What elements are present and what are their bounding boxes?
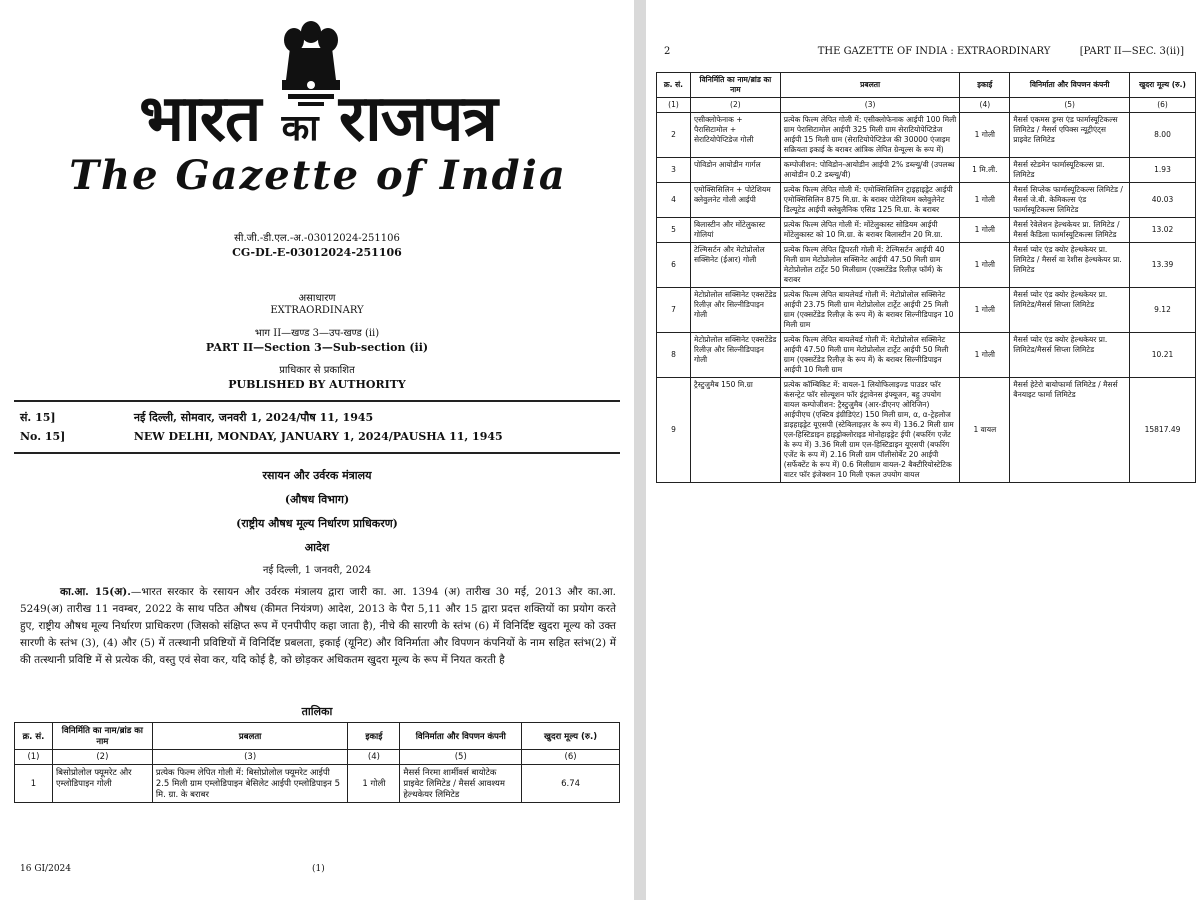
header-serial: क्र. सं. — [15, 723, 53, 750]
authority-english: PUBLISHED BY AUTHORITY — [228, 378, 406, 391]
cell-name: ट्रैस्टुजुमैब 150 मि.ग्रा — [690, 378, 780, 483]
cell-serial: 5 — [657, 218, 691, 243]
issue-number-english: No. 15] — [20, 430, 66, 443]
cell-name: पोविडोन आयोडीन गार्गल — [690, 158, 780, 183]
issue-date-english: NEW DELHI, MONDAY, JANUARY 1, 2024/PAUSHA 11, 1945 — [133, 430, 503, 443]
masthead-hindi-word-1: भारत — [139, 82, 261, 156]
page-2-number: 2 — [664, 46, 671, 57]
cell-serial: 3 — [657, 158, 691, 183]
header-unit: इकाई — [960, 73, 1010, 98]
dateline-hindi — [20, 410, 373, 425]
column-number: (2) — [690, 98, 780, 113]
header-name: विनिर्मिति का नाम/ब्रांड का नाम — [52, 723, 152, 750]
cell-company: मैसर्स प्योर एंड क्योर हेल्थकेयर प्रा. लिमिटेड/मैसर्स सिप्ला लिमिटेड — [1010, 288, 1130, 333]
column-number: (6) — [1130, 98, 1196, 113]
column-number: (3) — [780, 98, 960, 113]
cell-strength: प्रत्येक फिल्म लेपित बायलेयर्ड गोली में: मेटोप्रोलोल सक्सिनेट आईपी 47.50 मिली ग्राम मेटोप्रोलोल टार्ट्रेट आईपी 50 मिली ग्राम (एक्सटेंडेड रिलीज़ के रूप में) के बराबर सिल्नीडिपाइन आईपी 10 मिली ग्राम — [780, 333, 960, 378]
table-row — [657, 158, 1196, 183]
cell-price: 6.74 — [522, 765, 620, 803]
header-name: विनिर्मिति का नाम/ब्रांड का नाम — [690, 73, 780, 98]
order-body-text: —भारत सरकार के रसायन और उर्वरक मंत्रालय द्वारा जारी का. आ. 1394 (अ) तारीख 30 मई, 2013 और का.आ. 5249(अ) तारीख 11 नवम्बर, 2022 के साथ पठित औषध (कीमत नियंत्रण) आदेश, 2013 के पैरा 5,11 और 15 द्वारा प्रदत्त शक्तियों का प्रयोग करते हुए, राष्ट्रीय औषध मूल्य निर्धारण प्राधिकरण (जिसको संक्षिप्त रूप में एनपीपीए कहा जाता है), नीचे की सारणी के स्तंभ (6) में विनिर्दिष्ट खुदरा मूल्य को उक्त सारणी के स्तंभ (3), (4) और (5) में तत्स्थानी प्रविष्टियों में विनिर्दिष्ट प्रबलता, इकाई (यूनिट) और विनिर्माता और विपणन कंपनियों के नाम सहित स्तंभ(2) में की तत्स्थानी प्रविष्टि में से प्रत्येक की, वस्तु एवं सेवा कर, यदि कोई है, को छोड़कर अधिकतम खुदरा मूल्य के रूप में नियत करती है — [20, 586, 616, 666]
masthead-hindi-ka: का — [281, 108, 318, 149]
registration-number-hindi: सी.जी.-डी.एल.-अ.-03012024-251106 — [234, 233, 400, 244]
cell-company: मैसर्स एकमस ड्रग्स एंड फार्मास्यूटिकल्स लिमिटेड / मैसर्स एपिक्स न्यूट्रीएंट्स प्राइवेट लिमिटेड — [1010, 113, 1130, 158]
table-column-number-row — [657, 98, 1196, 113]
cell-unit: 1 मि.ली. — [960, 158, 1010, 183]
extraordinary-hindi: असाधारण — [298, 293, 336, 304]
order-title: आदेश — [304, 541, 330, 554]
part-section-english: PART II—Section 3—Sub-section (ii) — [205, 341, 429, 354]
cell-price: 13.39 — [1130, 243, 1196, 288]
authority-hindi: प्राधिकार से प्रकाशित — [279, 365, 355, 376]
masthead-hindi — [18, 72, 618, 159]
authority-body-name: (राष्ट्रीय औषध मूल्य निर्धारण प्राधिकरण) — [236, 517, 398, 530]
cell-company: मैसर्स सिप्लेक फार्मास्यूटिकल्स लिमिटेड / मैसर्स जे.बी. केमिकल्स एंड फार्मास्यूटिकल्स लिमिटेड — [1010, 183, 1130, 218]
cell-price: 13.02 — [1130, 218, 1196, 243]
cell-name: मेटोप्रोलोल सक्सिनेट एक्सटेंडेड रिलीज़ और सिल्नीडिपाइन गोली — [690, 288, 780, 333]
cell-company: मैसर्स रेवेलेशन हेल्थकेयर प्रा. लिमिटेड / मैसर्स कैडिला फार्मास्यूटिकल्स लिमिटेड — [1010, 218, 1130, 243]
cell-serial: 7 — [657, 288, 691, 333]
order-number: का.आ. 15(अ). — [60, 586, 131, 598]
issue-number-hindi: सं. 15] — [20, 411, 56, 424]
cell-unit: 1 गोली — [960, 333, 1010, 378]
header-price: खुदरा मूल्य (रु.) — [522, 723, 620, 750]
gazette-page-2 — [646, 0, 1200, 900]
table-row — [657, 333, 1196, 378]
header-company: विनिर्माता और विपणन कंपनी — [400, 723, 522, 750]
cell-strength: प्रत्येक फिल्म लेपित गोली में: एमोक्सिसिलिन ट्राइहाइड्रेट आईपी एमोक्सिसिलिन 875 मि.ग्रा. के बराबर पोटेशियम क्लेवुलेनेट डिल्यूटेड आईपी क्लेवुलैनिक एसिड 125 मि.ग्रा. के बराबर — [780, 183, 960, 218]
issue-date-hindi: नई दिल्ली, सोमवार, जनवरी 1, 2024/पौष 11, 1945 — [133, 411, 374, 424]
cell-name: एमोक्सिसिलिन + पोटेशियम क्लेवुलनेट गोली आईपी — [690, 183, 780, 218]
table-row — [657, 218, 1196, 243]
cell-unit: 1 गोली — [348, 765, 400, 803]
table-row — [657, 183, 1196, 218]
cell-unit: 1 गोली — [960, 218, 1010, 243]
cell-serial: 4 — [657, 183, 691, 218]
cell-unit: 1 गोली — [960, 243, 1010, 288]
page-2-title: THE GAZETTE OF INDIA : EXTRAORDINARY — [817, 46, 1051, 57]
table-row — [15, 765, 620, 803]
cell-serial: 6 — [657, 243, 691, 288]
extraordinary-english: EXTRAORDINARY — [270, 305, 364, 316]
cell-unit: 1 वायल — [960, 378, 1010, 483]
cell-company: मैसर्स प्योर एंड क्योर हेल्थकेयर प्रा. लिमिटेड/मैसर्स सिप्ला लिमिटेड — [1010, 333, 1130, 378]
price-table-page-2 — [656, 72, 1196, 483]
price-table-page-1 — [14, 722, 620, 803]
cell-strength: प्रत्येक फिल्म लेपित गोली में: मोंटेलुकास्ट सोडियम आईपी मोंटेलुकास्ट को 10 मि.ग्रा. के बराबर बिलास्टीन 20 मि.ग्रा. — [780, 218, 960, 243]
cell-strength: प्रत्येक फिल्म लेपित बायलेयर्ड गोली में: मेटोप्रोलोल सक्सिनेट आईपी 23.75 मिली ग्राम मेटोप्रोलोल टार्ट्रेट आईपी 25 मिली ग्राम (एक्सटेंडेड रिलीज़ के रूप में) के बराबर सिल्नीडिपाइन 10 मिली ग्राम — [780, 288, 960, 333]
cell-price: 9.12 — [1130, 288, 1196, 333]
cell-price: 15817.49 — [1130, 378, 1196, 483]
column-number: (4) — [960, 98, 1010, 113]
masthead-hindi-word-2: राजपत्र — [338, 82, 497, 156]
table-column-number-row — [15, 750, 620, 765]
table-row — [657, 378, 1196, 483]
table-row — [657, 243, 1196, 288]
footer-code: 16 GI/2024 — [20, 864, 71, 874]
table-header-row — [15, 723, 620, 750]
part-section-hindi: भाग II—खण्ड 3—उप-खण्ड (ii) — [254, 328, 380, 339]
department-name: (औषध विभाग) — [284, 493, 350, 506]
column-number: (5) — [400, 750, 522, 765]
cell-unit: 1 गोली — [960, 113, 1010, 158]
cell-price: 1.93 — [1130, 158, 1196, 183]
page-2-part: [PART II—SEC. 3(ii)] — [1079, 46, 1184, 57]
column-number: (5) — [1010, 98, 1130, 113]
registration-number-english: CG-DL-E-03012024-251106 — [232, 246, 402, 259]
table-row — [657, 113, 1196, 158]
header-company: विनिर्माता और विपणन कंपनी — [1010, 73, 1130, 98]
cell-company: मैसर्स निरमा शार्मीवर्स बायोटेक प्राइवेट लिमिटेड / मैसर्स आवश्यम हेल्थकेयर लिमिटेड — [400, 765, 522, 803]
cell-name: मेटोप्रोलोल सक्सिनेट एक्सटेंडेड रिलीज़ और सिल्नीडिपाइन गोली — [690, 333, 780, 378]
column-number: (6) — [522, 750, 620, 765]
column-number: (1) — [15, 750, 53, 765]
cell-price: 40.03 — [1130, 183, 1196, 218]
dateline-english — [20, 430, 503, 443]
cell-serial: 9 — [657, 378, 691, 483]
cell-name: बिलास्टीन और मोंटेलुकास्ट गोलियां — [690, 218, 780, 243]
column-number: (1) — [657, 98, 691, 113]
table-header-row — [657, 73, 1196, 98]
cell-unit: 1 गोली — [960, 183, 1010, 218]
cell-serial: 8 — [657, 333, 691, 378]
cell-strength: प्रत्येक फिल्म लेपित गोली में: एसीक्लोफेनाक आईपी 100 मिली ग्राम पेरासिटामोल आईपी 325 मिली ग्राम सेराटियोपेप्टिडेज आईपी 15 मिली ग्राम (सेराटियोपेप्टिडेज की 30000 एंजाइम सक्रियता इकाई के बराबर आंत्रिक लेपित ग्रेन्यूल्स के रूप में) — [780, 113, 960, 158]
header-strength: प्रबलता — [780, 73, 960, 98]
header-unit: इकाई — [348, 723, 400, 750]
order-date: नई दिल्ली, 1 जनवरी, 2024 — [262, 565, 372, 576]
header-serial: क्र. सं. — [657, 73, 691, 98]
page-2-rows — [657, 113, 1196, 483]
cell-strength: प्रत्येक कॉम्बिकिट में: वायल-1 लियोफिलाइज्ड पाउडर फॉर कंसन्ट्रेट फॉर सोल्यूशन फॉर इंट्रावेनस इंफ्यूजन, बहु उपयोग वायल कम्पोजीशन: ट्रैस्टुजुमैब (आर-डीएनए ओरिजिन) आईपीएच (एक्टिव इंग्रीडिएंट) 150 मिली ग्राम, α, α-ट्रेहलोज डाइहाइड्रेट यूएसपी (स्टेबिलाइज़र के रूप में) 136.2 मिली ग्राम एल-हिस्टिडाइन हाइड्रोक्लोराइड मोनोहाइड्रेट ईपी (बफरिंग एजेंट के रूप में) 3.36 मिली ग्राम एल-हिस्टिडाइन यूएसपी (बफरिंग एजेंट के रूप में) 2.16 मिली ग्राम पॉलीसोर्बेट 20 आईपी (सर्फेक्टेंट के रूप में) 0.6 मिलीग्राम वायल-2 बैक्टीरियोस्टेटिक वाटर फॉर इंजेक्शन 10 मिली एकल उपयोग वायल — [780, 378, 960, 483]
order-body-paragraph — [20, 584, 616, 669]
cell-name: बिसोप्रोलोल फ्यूमरेट और एम्लोडिपाइन गोली — [52, 765, 152, 803]
cell-serial: 2 — [657, 113, 691, 158]
cell-company: मैसर्स स्टेडमेन फार्मास्यूटिकल्स प्रा. लिमिटेड — [1010, 158, 1130, 183]
header-rule-top — [14, 400, 620, 402]
cell-name: टेल्मिसर्टन और मेटोप्रोलोल सक्सिनेट (ईआर) गोली — [690, 243, 780, 288]
cell-serial: 1 — [15, 765, 53, 803]
cell-strength: कम्पोजीशन: पोविडोन-आयोडीन आईपी 2% डब्ल्यू/वी (उपलब्ध आयोडीन 0.2 डब्ल्यू/वी) — [780, 158, 960, 183]
cell-price: 10.21 — [1130, 333, 1196, 378]
cell-company: मैसर्स प्योर एंड क्योर हेल्थकेयर प्रा. लिमिटेड / मैसर्स वा रेशीस हेल्थकेयर प्रा. लिमिटेड — [1010, 243, 1130, 288]
header-price: खुदरा मूल्य (रु.) — [1130, 73, 1196, 98]
cell-unit: 1 गोली — [960, 288, 1010, 333]
header-rule-bottom — [14, 452, 620, 454]
table-title: तालिका — [301, 705, 333, 718]
column-number: (4) — [348, 750, 400, 765]
header-strength: प्रबलता — [152, 723, 348, 750]
footer-page-number: (1) — [312, 864, 325, 874]
table-row — [657, 288, 1196, 333]
column-number: (3) — [152, 750, 348, 765]
cell-company: मैसर्स हेटेरो बायोफार्मा लिमिटेड / मैसर्स बैनयाइट फार्मा लिमिटेड — [1010, 378, 1130, 483]
cell-strength: प्रत्येक फिल्म लेपित गोली में: बिसोप्रोलोल फ्यूमरेट आईपी 2.5 मिली ग्राम एम्लोडिपाइन बेसिलेट आईपी एम्लोडिपाइन 5 मि. ग्रा. के बराबर — [152, 765, 348, 803]
masthead-english: The Gazette of India — [69, 152, 567, 199]
cell-strength: प्रत्येक फिल्म लेपित द्विपरती गोली में: टेल्मिसर्टन आईपी 40 मिली ग्राम मेटोप्रोलोल सक्सिनेट आईपी 47.50 मिली ग्राम मेटोप्रोलोल टार्ट्रेट 50 मिलीग्राम (एक्सटेंडेड रिलीज़ फॉर्म) के बराबर — [780, 243, 960, 288]
cell-price: 8.00 — [1130, 113, 1196, 158]
ministry-name: रसायन और उर्वरक मंत्रालय — [262, 469, 372, 482]
cell-name: एसीक्लोफेनाक + पैरासिटामोल + सेराटियोपेप्टिडेज गोली — [690, 113, 780, 158]
column-number: (2) — [52, 750, 152, 765]
